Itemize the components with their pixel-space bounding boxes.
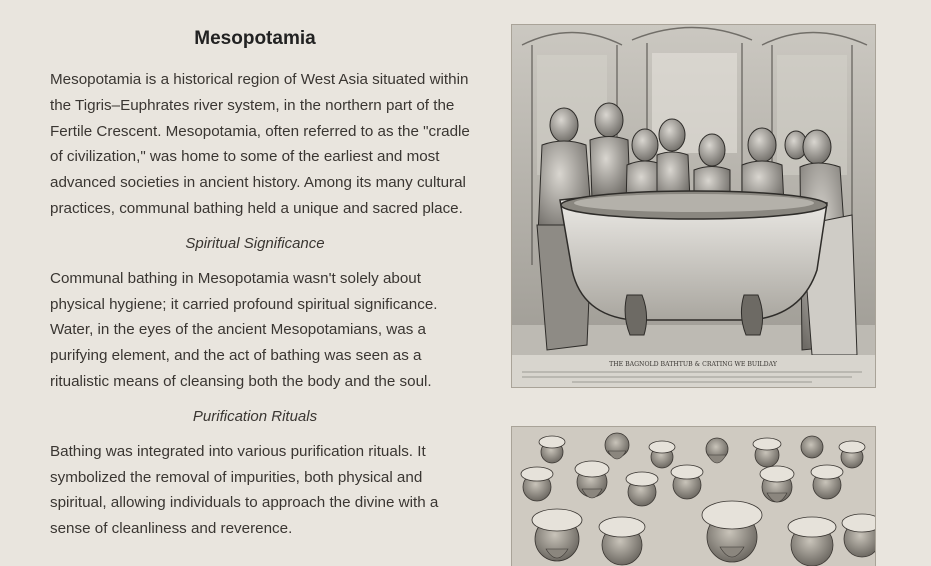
paragraph-line: the Tigris–Euphrates river system, in the northern part of the xyxy=(50,96,455,114)
paragraph-line: of civilization," was home to some of the earliest and most xyxy=(50,148,440,166)
paragraph-line: Mesopotamia is a historical region of West Asia situated within xyxy=(50,71,469,88)
crowd-engraving-image xyxy=(512,427,875,566)
crowd-illustration xyxy=(511,426,876,566)
section-heading-spiritual: Spiritual Significance xyxy=(185,234,325,252)
paragraph-line: Communal bathing in Mesopotamia wasn't solely about xyxy=(50,269,421,287)
paragraph-line: purifying element, and the act of bathing was seen as a xyxy=(50,347,422,365)
paragraph-line: Bathing was integrated into various purification rituals. It xyxy=(50,442,426,460)
article-column xyxy=(50,28,470,542)
page-title: Mesopotamia xyxy=(194,28,316,49)
intro-paragraph xyxy=(50,67,470,222)
paragraph-line: symbolized the removal of impurities, both physical and xyxy=(50,468,423,486)
bathtub-engraving-image xyxy=(512,25,875,387)
spiritual-paragraph xyxy=(50,266,460,395)
paragraph-line: spiritual, allowing individuals to approach the divine with a xyxy=(50,494,439,512)
paragraph-line: practices, communal bathing held a unique and sacred place. xyxy=(50,199,463,217)
paragraph-line: ritualistic means of cleansing both the body and the soul. xyxy=(50,372,432,390)
paragraph-line: sense of cleanliness and reverence. xyxy=(50,520,293,538)
bathtub-caption: THE BAGNOLD BATHTUB & CRATING WE BUILDAY xyxy=(609,361,777,368)
paragraph-line: physical hygiene; it carried profound spiritual significance. xyxy=(50,295,438,313)
paragraph-line: Water, in the eyes of the ancient Mesopotamians, was a xyxy=(50,321,426,339)
section-heading-purification: Purification Rituals xyxy=(192,407,318,425)
purification-paragraph xyxy=(50,439,460,542)
paragraph-line: Fertile Crescent. Mesopotamia, often referred to as the "cradle xyxy=(50,122,470,140)
paragraph-line: advanced societies in ancient history. Among its many cultural xyxy=(50,174,466,192)
bathtub-illustration xyxy=(511,24,876,388)
